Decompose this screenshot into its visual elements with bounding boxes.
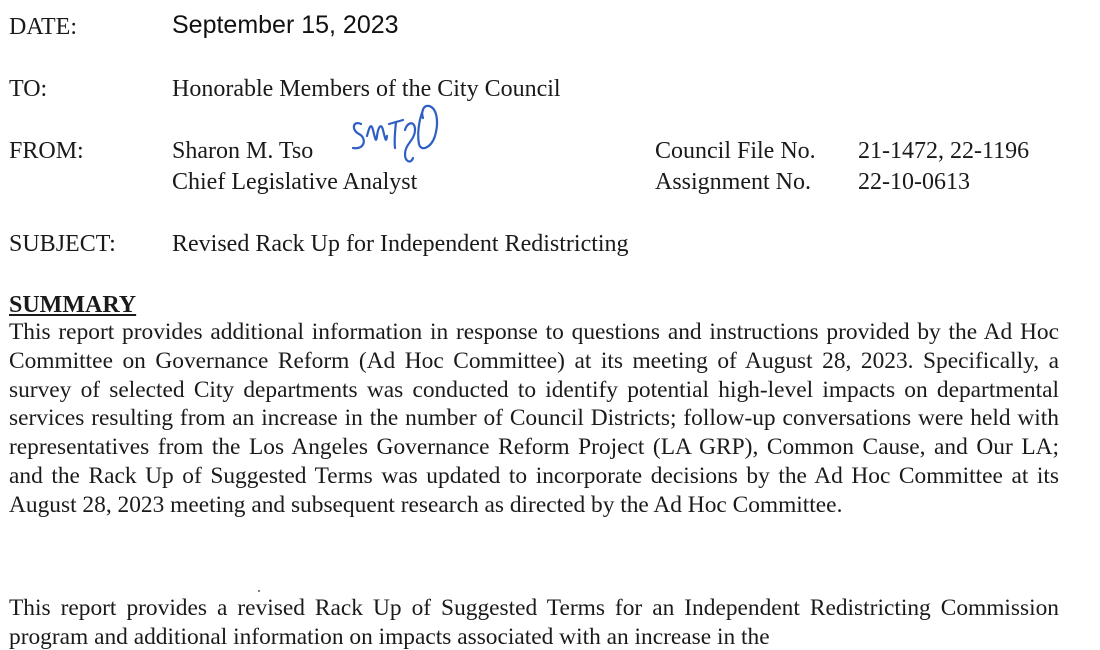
date-label: DATE: [9, 14, 77, 40]
date-value: September 15, 2023 [172, 11, 399, 39]
assignment-value: 22-10-0613 [858, 169, 970, 195]
assignment-label: Assignment No. [655, 169, 811, 195]
scan-speck [258, 590, 260, 592]
from-label: FROM: [9, 138, 84, 164]
summary-paragraph-1: This report provides additional information in response to questions and instructions provided by the Ad Hoc Committee on Governance Reform (Ad Hoc Committee) at its meeting of August 28, 2023. Specifically, a survey of selected City departments was conducted to identify potential high-level impacts on departmental services resulting from an increase in the number of Council Districts; follow-up conversations were held with representatives from the Los Angeles Governance Reform Project (LA GRP), Common Cause, and Our LA; and the Rack Up of Suggested Terms was updated to incorporate decisions by the Ad Hoc Committee at its August 28, 2023 meeting and subsequent research as directed by the Ad Hoc Committee. [9, 319, 1059, 518]
summary-heading: SUMMARY [9, 292, 137, 318]
summary-paragraph-2: This report provides a revised Rack Up of Suggested Terms for an Independent Redistricting Commission program and additional information on impacts associated with an increase in the [9, 595, 1059, 650]
from-name: Sharon M. Tso [172, 138, 314, 164]
to-label: TO: [9, 76, 48, 102]
from-row [9, 136, 1089, 200]
subject-label: SUBJECT: [9, 231, 116, 257]
council-file-label: Council File No. [655, 138, 816, 164]
council-file-value: 21-1472, 22-1196 [858, 138, 1030, 164]
subject-value: Revised Rack Up for Independent Redistricting [172, 231, 629, 257]
from-title: Chief Legislative Analyst [172, 169, 418, 195]
to-value: Honorable Members of the City Council [172, 76, 561, 102]
signature-image [345, 100, 445, 170]
